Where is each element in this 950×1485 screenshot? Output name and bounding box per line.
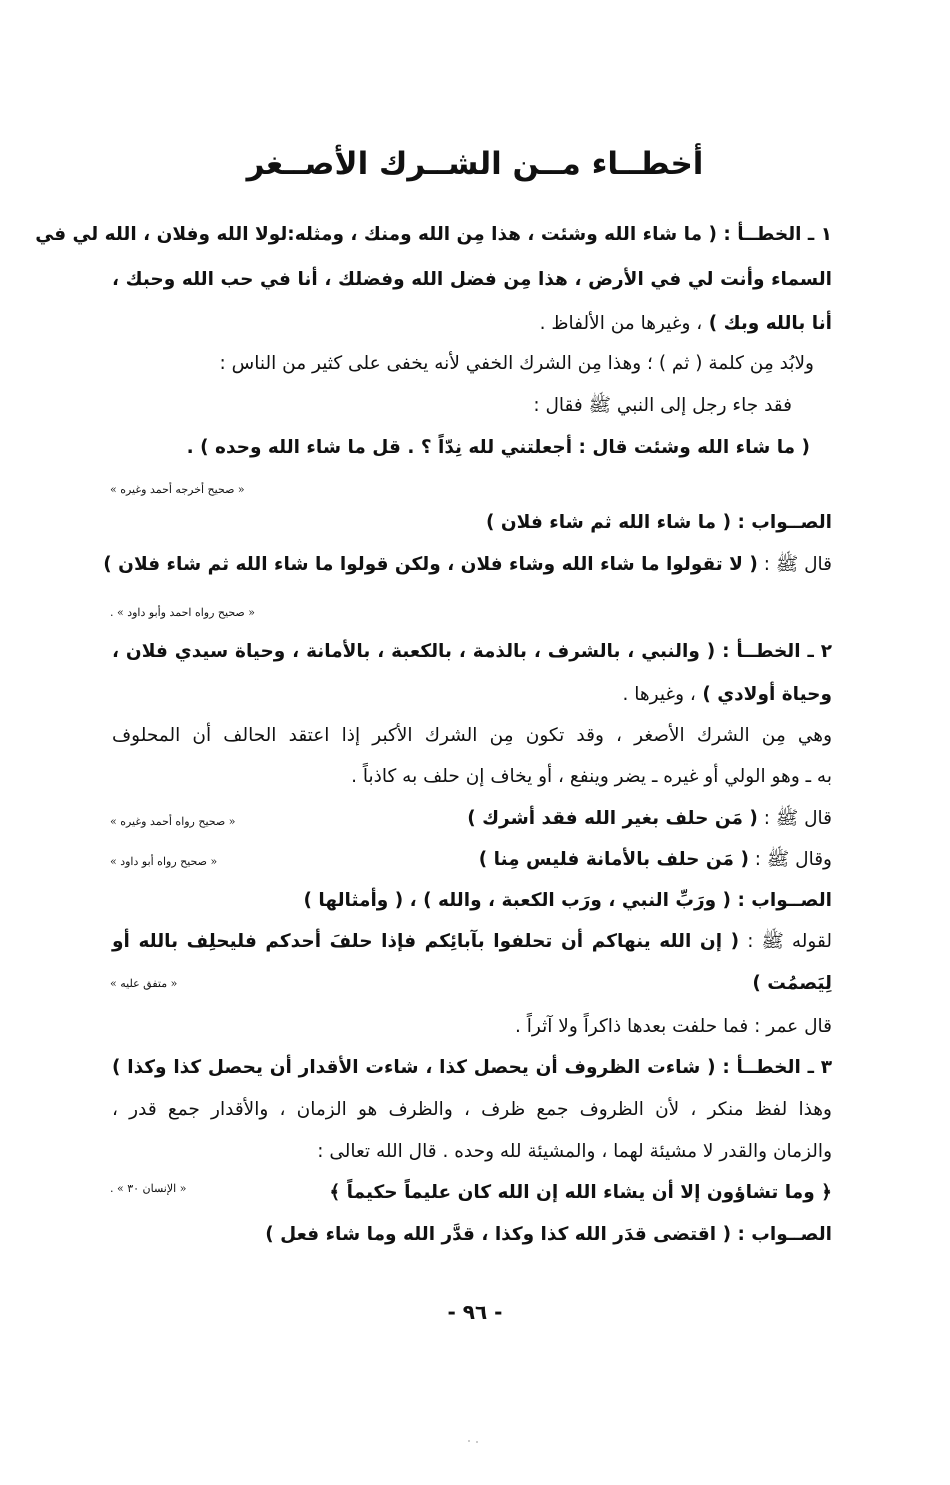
text-segment: الصــواب : ( ورَبِّ النبي ، ورَب الكعبة ، والله ) ، ( وأمثالها ) xyxy=(303,890,832,911)
text-segment: ( مَن حلف بالأمانة فليس مِنا ) xyxy=(478,849,749,870)
text-segment: قال ﷺ : xyxy=(757,808,832,829)
text-segment: به ـ وهو الولي أو غيره ـ يضر وينفع ، أو يخاف إن حلف به كاذباً . xyxy=(351,766,832,787)
text-segment: وحياة أولادي ) xyxy=(695,684,832,705)
text-line xyxy=(486,508,832,538)
text-segment: ما شاء الله وشئت ، هذا مِن الله ومنك ، ومثله:لولا الله وفلان ، الله لي في xyxy=(35,224,703,245)
text-segment: ( لا تقولوا ما شاء الله وشاء فلان ، ولكن قولوا ما شاء الله ثم شاء فلان ) xyxy=(103,554,758,575)
citation: « صحيح رواه أحمد وغيره » xyxy=(110,815,236,828)
text-line xyxy=(479,845,832,875)
text-segment: لقوله ﷺ : xyxy=(739,931,832,952)
text-segment: قال عمر : فما حلفت بعدها ذاكراً ولا آثراً . xyxy=(515,1016,832,1037)
text-line xyxy=(187,433,810,463)
text-line xyxy=(533,391,792,421)
citation: « صحيح أخرجه أحمد وغيره » xyxy=(110,483,245,496)
text-segment: الصــواب : ( اقتضى قدَر الله كذا وكذا ، قدَّر الله وما شاء فعل ) xyxy=(265,1224,832,1245)
text-line xyxy=(540,309,832,339)
text-line xyxy=(329,1178,832,1208)
text-segment: ( ما شاء الله وشئت قال : أجعلتني لله نِدّاً ؟ . قل ما شاء الله وحده ) . xyxy=(186,437,810,458)
text-line xyxy=(35,220,832,250)
text-line xyxy=(304,886,832,916)
text-segment: ١ ـ الخطــأ : ( xyxy=(702,224,832,245)
text-line xyxy=(112,1053,832,1083)
text-segment: وهذا لفظ منكر ، لأن الظروف جمع ظرف ، والظرف هو الزمان ، والأقدار جمع قدر ، xyxy=(112,1099,832,1120)
citation: « متفق عليه » xyxy=(110,977,178,990)
text-segment: ٣ ـ الخطــأ : ( شاءت الظروف أن يحصل كذا ، شاءت الأقدار أن يحصل كذا وكذا ) xyxy=(112,1057,832,1078)
text-segment: وقال ﷺ : xyxy=(748,849,832,870)
text-segment: ٢ ـ الخطــأ : ( والنبي ، بالشرف ، بالذمة ، بالكعبة ، بالأمانة ، وحياة سيدي فلان ، xyxy=(112,641,832,662)
text-segment: ، وغيرها من الألفاظ . xyxy=(539,313,703,334)
text-segment: السماء وأنت لي في الأرض ، هذا مِن فضل الله وفضلك ، أنا في حب الله وحبك ، xyxy=(112,269,832,290)
scan-speck xyxy=(476,1441,478,1443)
text-line xyxy=(265,1220,832,1250)
text-segment: لِيَصمُت ) xyxy=(752,973,832,994)
text-line xyxy=(317,1137,832,1167)
citation: « صحيح رواه احمد وأبو داود » . xyxy=(110,606,256,619)
citation: « صحيح رواه أبو داود » xyxy=(110,855,218,868)
text-line xyxy=(112,927,832,957)
text-segment: ﴿ وما تشاؤون إلا أن يشاء الله إن الله كان عليماً حكيماً ﴾ xyxy=(329,1182,832,1203)
text-segment: ، وغيرها . xyxy=(622,684,696,705)
scan-speck xyxy=(468,1440,470,1442)
text-line xyxy=(351,762,832,792)
text-segment: ولابُد مِن كلمة ( ثم ) ؛ وهذا مِن الشرك الخفي لأنه يخفى على كثير من الناس : xyxy=(219,353,814,374)
text-segment: فقد جاء رجل إلى النبي ﷺ فقال : xyxy=(533,395,792,416)
text-line xyxy=(752,969,832,999)
text-line xyxy=(622,680,832,710)
text-segment: ( إن الله ينهاكم أن تحلفوا بآبائِكم فإذا حلفَ أحدكم فليحلِف بالله أو xyxy=(112,931,740,952)
text-line xyxy=(220,349,814,379)
text-segment: وهي مِن الشرك الأصغر ، وقد تكون مِن الشرك الأكبر إذا اعتقد الحالف أن المحلوف xyxy=(112,725,832,746)
text-segment: ( مَن حلف بغير الله فقد أشرك ) xyxy=(467,808,758,829)
text-line xyxy=(103,550,832,580)
citation: « الإنسان ٣٠ » . xyxy=(110,1182,187,1195)
text-segment: أنا بالله وبك ) xyxy=(702,313,832,334)
text-line xyxy=(515,1012,832,1042)
text-line xyxy=(112,265,832,295)
page-number: - ٩٦ - xyxy=(447,1300,503,1324)
page-title: أخطــاء مــن الشــرك الأصــغر xyxy=(246,146,704,182)
text-line xyxy=(112,721,832,751)
text-line xyxy=(112,1095,832,1125)
text-line xyxy=(112,637,832,667)
text-segment: قال ﷺ : xyxy=(757,554,832,575)
text-segment: الصــواب : ( ما شاء الله ثم شاء فلان ) xyxy=(485,512,832,533)
text-segment: والزمان والقدر لا مشيئة لهما ، والمشيئة لله وحده . قال الله تعالى : xyxy=(317,1141,832,1162)
text-line xyxy=(467,804,832,834)
